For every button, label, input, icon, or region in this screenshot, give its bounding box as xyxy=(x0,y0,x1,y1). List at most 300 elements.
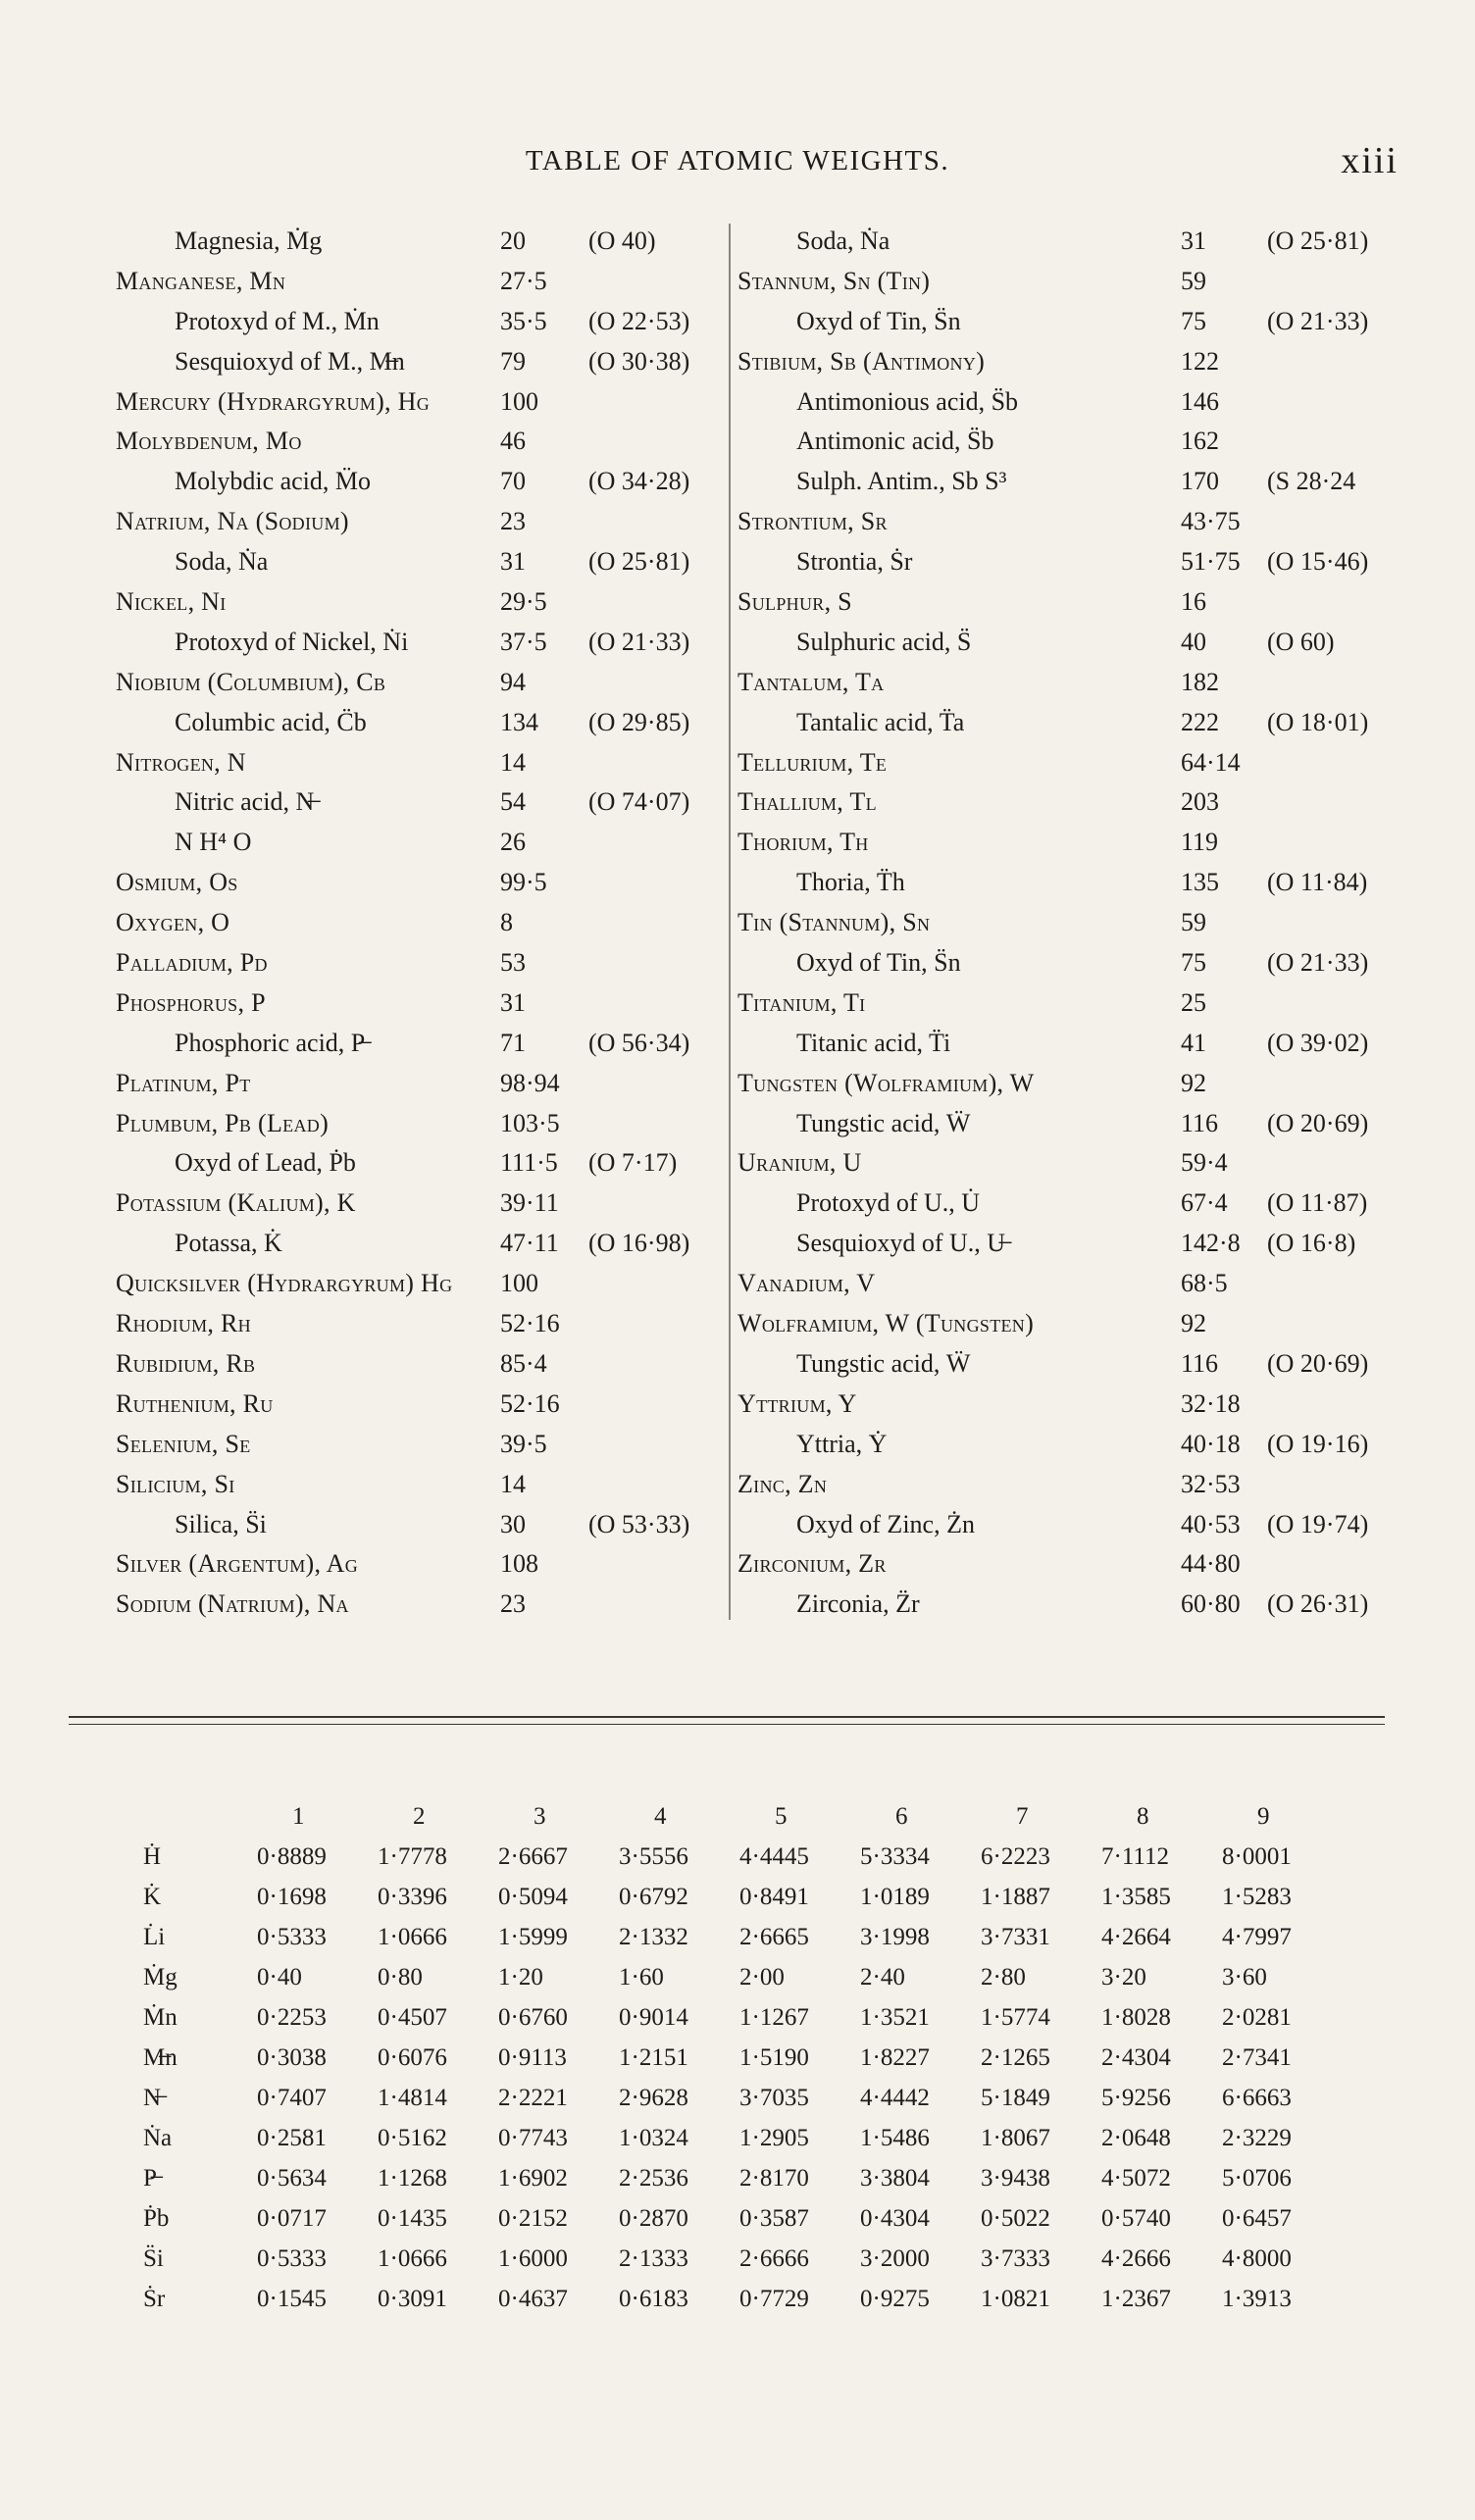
multiple-value: 5·1849 xyxy=(981,2084,1050,2111)
element-entry xyxy=(738,1465,1404,1505)
multiple-value: 3·9438 xyxy=(981,2164,1050,2192)
multiple-value: 1·6000 xyxy=(498,2244,568,2272)
element-name: Sesquioxyd of M., M̶n xyxy=(175,346,405,376)
atomic-weight: 142·8 xyxy=(1181,1229,1241,1258)
atomic-weight: 85·4 xyxy=(500,1348,547,1378)
multiple-value: 0·4507 xyxy=(378,2003,447,2031)
oxygen-percentage: (O 25·81) xyxy=(1267,227,1369,255)
element-name: Tantalum, Ta xyxy=(738,667,885,696)
compound-symbol: Ṡr xyxy=(143,2285,166,2312)
multiple-value: 2·3229 xyxy=(1222,2124,1292,2151)
atomic-weight: 98·94 xyxy=(500,1068,560,1097)
multiple-value: 2·40 xyxy=(860,1963,905,1991)
multiple-value: 3·7331 xyxy=(981,1923,1050,1950)
multiple-value: 2·6665 xyxy=(739,1923,809,1950)
element-name: Silica, S̈i xyxy=(175,1509,267,1538)
element-entry xyxy=(116,1064,724,1104)
multiple-value: 3·1998 xyxy=(860,1923,930,1950)
multiplier-header xyxy=(137,1796,257,1837)
element-name: Ruthenium, Ru xyxy=(116,1388,274,1418)
atomic-weights-right-column xyxy=(738,222,1404,1625)
atomic-weight: 43·75 xyxy=(1181,507,1241,536)
element-entry xyxy=(738,1224,1404,1264)
atomic-weight: 70 xyxy=(500,467,526,496)
oxygen-percentage: (O 56·34) xyxy=(588,1028,690,1057)
oxygen-percentage: (O 22·53) xyxy=(588,306,690,335)
element-entry xyxy=(738,502,1404,542)
element-name: Plumbum, Pb (Lead) xyxy=(116,1108,330,1137)
oxygen-percentage: (O 60) xyxy=(1267,627,1335,656)
atomic-weight: 108 xyxy=(500,1549,538,1579)
table-row xyxy=(137,2279,1343,2319)
element-name: Thoria, T̈h xyxy=(796,868,905,897)
multiple-value: 1·3585 xyxy=(1101,1883,1171,1910)
atomic-weight: 134 xyxy=(500,707,538,736)
multiple-value: 1·0324 xyxy=(619,2124,688,2151)
atomic-weight: 23 xyxy=(500,1589,526,1619)
multiple-value: 5·0706 xyxy=(1222,2164,1292,2192)
oxygen-percentage: (O 7·17) xyxy=(588,1148,678,1178)
compound-symbol: N̶ xyxy=(143,2084,162,2111)
atomic-weight: 75 xyxy=(1181,306,1206,335)
element-name: Potassa, K̇ xyxy=(175,1229,282,1258)
element-name: Nickel, Ni xyxy=(116,587,227,617)
element-entry xyxy=(738,1064,1404,1104)
atomic-weight: 92 xyxy=(1181,1068,1206,1097)
multiple-value: 0·4637 xyxy=(498,2285,568,2312)
element-entry xyxy=(738,262,1404,302)
page-number: xiii xyxy=(1341,140,1399,181)
element-name: Tungstic acid, Ẅ xyxy=(796,1108,971,1137)
atomic-weight: 40 xyxy=(1181,627,1206,656)
element-name: Stannum, Sn (Tin) xyxy=(738,266,931,295)
element-entry xyxy=(116,1425,724,1465)
multiple-value: 1·5999 xyxy=(498,1923,568,1950)
compound-symbol: Ṗb xyxy=(143,2204,170,2232)
atomic-weight: 25 xyxy=(1181,987,1206,1017)
element-name: Oxyd of Tin, S̈n xyxy=(796,948,961,978)
element-name: Zinc, Zn xyxy=(738,1469,828,1498)
oxygen-percentage: (O 21·33) xyxy=(1267,948,1369,978)
atomic-weight: 26 xyxy=(500,828,526,857)
element-name: Strontium, Sr xyxy=(738,507,888,536)
multiple-value: 4·4445 xyxy=(739,1842,809,1870)
multiple-value: 4·7997 xyxy=(1222,1923,1292,1950)
multiple-value: 2·9628 xyxy=(619,2084,688,2111)
multiplier-header: 5 xyxy=(775,1802,788,1830)
element-name: Protoxyd of M., Ṁn xyxy=(175,306,380,335)
multiple-value: 1·0666 xyxy=(378,1923,447,1950)
multiple-value: 1·5486 xyxy=(860,2124,930,2151)
multiplier-header: 3 xyxy=(534,1802,546,1830)
element-name: Molybdenum, Mo xyxy=(116,427,302,456)
atomic-weight: 20 xyxy=(500,227,526,255)
atomic-weight: 31 xyxy=(500,987,526,1017)
atomic-weight: 16 xyxy=(1181,587,1206,617)
atomic-weight: 119 xyxy=(1181,828,1219,857)
atomic-weight: 46 xyxy=(500,427,526,456)
element-entry xyxy=(738,743,1404,783)
atomic-weight: 40·18 xyxy=(1181,1429,1241,1458)
multiple-value: 0·5634 xyxy=(257,2164,327,2192)
element-name: Selenium, Se xyxy=(116,1429,251,1458)
element-name: Tungstic acid, Ẅ xyxy=(796,1348,971,1378)
multiple-value: 0·3587 xyxy=(739,2204,809,2232)
compound-symbol: Ṁg xyxy=(143,1963,178,1991)
atomic-weight: 94 xyxy=(500,667,526,696)
element-entry xyxy=(116,302,724,342)
multiple-value: 0·2870 xyxy=(619,2204,688,2232)
oxygen-percentage: (O 19·74) xyxy=(1267,1509,1369,1538)
element-entry xyxy=(738,1304,1404,1344)
multiple-value: 1·5283 xyxy=(1222,1883,1292,1910)
multiple-value: 0·2253 xyxy=(257,2003,327,2031)
element-entry xyxy=(116,1505,724,1545)
element-name: N H⁴ O xyxy=(175,828,252,857)
element-name: Yttria, Ẏ xyxy=(796,1429,888,1458)
element-name: Sulph. Antim., Sb S³ xyxy=(796,467,1007,496)
table-row xyxy=(137,1837,1343,1877)
multiple-value: 1·8067 xyxy=(981,2124,1050,2151)
multiple-value: 1·8028 xyxy=(1101,2003,1171,2031)
element-name: Natrium, Na (Sodium) xyxy=(116,507,349,536)
multiple-value: 7·1112 xyxy=(1101,1842,1169,1870)
atomic-weight: 14 xyxy=(500,747,526,777)
oxygen-percentage: (O 15·46) xyxy=(1267,547,1369,577)
multiplier-header: 6 xyxy=(895,1802,908,1830)
element-entry xyxy=(738,1505,1404,1545)
section-rule-thick xyxy=(69,1716,1385,1718)
atomic-weight: 40·53 xyxy=(1181,1509,1241,1538)
multiple-value: 2·7341 xyxy=(1222,2043,1292,2071)
multiplier-header: 2 xyxy=(413,1802,426,1830)
element-entry xyxy=(738,1104,1404,1144)
multiple-value: 0·5740 xyxy=(1101,2204,1171,2232)
multiplier-header: 1 xyxy=(292,1802,305,1830)
element-name: Potassium (Kalium), K xyxy=(116,1188,356,1218)
oxygen-percentage: (S 28·24 xyxy=(1267,467,1356,496)
atomic-weight: 8 xyxy=(500,908,513,937)
atomic-weight: 64·14 xyxy=(1181,747,1241,777)
multiple-value: 1·3521 xyxy=(860,2003,930,2031)
element-entry xyxy=(116,1465,724,1505)
element-entry xyxy=(116,342,724,382)
atomic-weight: 37·5 xyxy=(500,627,547,656)
multiple-value: 0·7729 xyxy=(739,2285,809,2312)
element-entry xyxy=(116,262,724,302)
oxygen-percentage: (O 53·33) xyxy=(588,1509,690,1538)
element-entry xyxy=(116,542,724,582)
element-entry xyxy=(116,1544,724,1585)
element-name: Titanium, Ti xyxy=(738,987,866,1017)
compound-symbol: Ḣ xyxy=(143,1842,162,1870)
multiple-value: 3·60 xyxy=(1222,1963,1267,1991)
element-name: Soda, Ṅa xyxy=(175,547,269,577)
compound-symbol: S̈i xyxy=(143,2244,164,2272)
element-entry xyxy=(116,863,724,903)
element-entry xyxy=(738,823,1404,863)
atomic-weight: 39·11 xyxy=(500,1188,559,1218)
element-name: Sulphuric acid, S̈ xyxy=(796,627,972,656)
atomic-weight: 59 xyxy=(1181,266,1206,295)
multiple-value: 4·5072 xyxy=(1101,2164,1171,2192)
atomic-weight: 30 xyxy=(500,1509,526,1538)
table-row xyxy=(137,2158,1343,2198)
element-name: Tin (Stannum), Sn xyxy=(738,908,931,937)
compound-symbol: M̶n xyxy=(143,2043,178,2071)
multiples-table xyxy=(137,1796,1343,2319)
multiple-value: 8·0001 xyxy=(1222,1842,1292,1870)
element-name: Nitric acid, N̶ xyxy=(175,787,315,817)
atomic-weight: 99·5 xyxy=(500,868,547,897)
element-entry xyxy=(738,222,1404,262)
atomic-weight: 135 xyxy=(1181,868,1219,897)
atomic-weight: 203 xyxy=(1181,787,1219,817)
element-entry xyxy=(116,1024,724,1064)
element-entry xyxy=(738,582,1404,623)
oxygen-percentage: (O 39·02) xyxy=(1267,1028,1369,1057)
element-entry xyxy=(116,382,724,423)
element-entry xyxy=(738,703,1404,743)
atomic-weight: 75 xyxy=(1181,948,1206,978)
element-name: Sulphur, S xyxy=(738,587,852,617)
multiple-value: 0·1698 xyxy=(257,1883,327,1910)
element-name: Thorium, Th xyxy=(738,828,869,857)
multiple-value: 0·1435 xyxy=(378,2204,447,2232)
multiple-value: 1·2367 xyxy=(1101,2285,1171,2312)
element-entry xyxy=(738,1184,1404,1224)
oxygen-percentage: (O 74·07) xyxy=(588,787,690,817)
atomic-weight: 59·4 xyxy=(1181,1148,1228,1178)
compound-symbol: Ṁn xyxy=(143,2003,178,2031)
multiplier-header: 9 xyxy=(1257,1802,1270,1830)
element-name: Molybdic acid, M̈o xyxy=(175,467,372,496)
element-name: Oxyd of Zinc, Żn xyxy=(796,1509,975,1538)
multiple-value: 2·2221 xyxy=(498,2084,568,2111)
element-name: Rhodium, Rh xyxy=(116,1309,251,1338)
multiple-value: 2·2536 xyxy=(619,2164,688,2192)
atomic-weight: 100 xyxy=(500,1269,538,1298)
multiple-value: 1·3913 xyxy=(1222,2285,1292,2312)
element-name: Magnesia, Ṁg xyxy=(175,227,323,255)
multiple-value: 1·2905 xyxy=(739,2124,809,2151)
atomic-weight: 23 xyxy=(500,507,526,536)
element-name: Oxygen, O xyxy=(116,908,230,937)
element-entry xyxy=(116,1304,724,1344)
multiple-value: 1·1267 xyxy=(739,2003,809,2031)
element-entry xyxy=(116,1344,724,1385)
compound-symbol: L̇i xyxy=(143,1923,166,1950)
atomic-weight: 92 xyxy=(1181,1309,1206,1338)
element-entry xyxy=(738,342,1404,382)
multiple-value: 1·7778 xyxy=(378,1842,447,1870)
atomic-weights-left-column xyxy=(116,222,724,1625)
atomic-weight: 111·5 xyxy=(500,1148,558,1178)
element-name: Oxyd of Lead, Ṗb xyxy=(175,1148,356,1178)
atomic-weight: 31 xyxy=(1181,227,1206,255)
oxygen-percentage: (O 29·85) xyxy=(588,707,690,736)
element-name: Wolframium, W (Tungsten) xyxy=(738,1309,1035,1338)
oxygen-percentage: (O 21·33) xyxy=(1267,306,1369,335)
element-name: Nitrogen, N xyxy=(116,747,246,777)
multiple-value: 1·0821 xyxy=(981,2285,1050,2312)
table-row xyxy=(137,2118,1343,2158)
element-name: Platinum, Pt xyxy=(116,1068,251,1097)
multiple-value: 2·0281 xyxy=(1222,2003,1292,2031)
table-row xyxy=(137,2038,1343,2078)
element-entry xyxy=(116,502,724,542)
atomic-weight: 31 xyxy=(500,547,526,577)
element-name: Silver (Argentum), Ag xyxy=(116,1549,359,1579)
atomic-weight: 52·16 xyxy=(500,1309,560,1338)
multiple-value: 3·3804 xyxy=(860,2164,930,2192)
element-entry xyxy=(738,1425,1404,1465)
table-row xyxy=(137,1877,1343,1917)
element-name: Manganese, Mn xyxy=(116,266,286,295)
atomic-weight: 71 xyxy=(500,1028,526,1057)
atomic-weight: 39·5 xyxy=(500,1429,547,1458)
multiple-value: 0·7743 xyxy=(498,2124,568,2151)
element-entry xyxy=(738,422,1404,462)
atomic-weight: 27·5 xyxy=(500,266,547,295)
multiplier-header: 7 xyxy=(1016,1802,1029,1830)
oxygen-percentage: (O 26·31) xyxy=(1267,1589,1369,1619)
multiple-value: 0·3396 xyxy=(378,1883,447,1910)
multiple-value: 2·1333 xyxy=(619,2244,688,2272)
multiple-value: 0·6457 xyxy=(1222,2204,1292,2232)
oxygen-percentage: (O 18·01) xyxy=(1267,707,1369,736)
multiple-value: 1·1887 xyxy=(981,1883,1050,1910)
element-name: Soda, Ṅa xyxy=(796,227,890,255)
element-entry xyxy=(116,983,724,1024)
element-entry xyxy=(116,1385,724,1425)
multiple-value: 0·40 xyxy=(257,1963,302,1991)
element-entry xyxy=(738,382,1404,423)
element-entry xyxy=(738,623,1404,663)
multiple-value: 0·7407 xyxy=(257,2084,327,2111)
element-entry xyxy=(738,1143,1404,1184)
multiple-value: 0·9275 xyxy=(860,2285,930,2312)
oxygen-percentage: (O 25·81) xyxy=(588,547,690,577)
element-entry xyxy=(116,1585,724,1625)
multiples-table-header-row xyxy=(137,1796,1343,1837)
multiple-value: 6·2223 xyxy=(981,1842,1050,1870)
atomic-weight: 170 xyxy=(1181,467,1219,496)
element-name: Antimonic acid, S̈b xyxy=(796,427,994,456)
element-entry xyxy=(116,782,724,823)
multiple-value: 1·0189 xyxy=(860,1883,930,1910)
element-name: Yttrium, Y xyxy=(738,1388,857,1418)
multiple-value: 5·3334 xyxy=(860,1842,930,1870)
element-entry xyxy=(116,743,724,783)
atomic-weight: 146 xyxy=(1181,386,1219,416)
multiple-value: 0·6183 xyxy=(619,2285,688,2312)
multiple-value: 0·6760 xyxy=(498,2003,568,2031)
column-divider xyxy=(729,224,731,1620)
multiple-value: 0·5333 xyxy=(257,2244,327,2272)
multiple-value: 3·20 xyxy=(1101,1963,1146,1991)
element-entry xyxy=(738,542,1404,582)
multiple-value: 0·5022 xyxy=(981,2204,1050,2232)
multiple-value: 2·0648 xyxy=(1101,2124,1171,2151)
oxygen-percentage: (O 19·16) xyxy=(1267,1429,1369,1458)
element-entry xyxy=(116,623,724,663)
multiple-value: 4·8000 xyxy=(1222,2244,1292,2272)
multiple-value: 4·4442 xyxy=(860,2084,930,2111)
element-entry xyxy=(738,863,1404,903)
table-row xyxy=(137,2198,1343,2239)
multiple-value: 1·5190 xyxy=(739,2043,809,2071)
atomic-weight: 51·75 xyxy=(1181,547,1241,577)
multiplier-header: 4 xyxy=(654,1802,667,1830)
element-name: Protoxyd of Nickel, Ṅi xyxy=(175,627,409,656)
element-entry xyxy=(738,663,1404,703)
table-row xyxy=(137,1917,1343,1957)
multiple-value: 2·4304 xyxy=(1101,2043,1171,2071)
table-row xyxy=(137,2078,1343,2118)
element-name: Tellurium, Te xyxy=(738,747,888,777)
multiple-value: 1·5774 xyxy=(981,2003,1050,2031)
element-name: Mercury (Hydrargyrum), Hg xyxy=(116,386,431,416)
atomic-weight: 122 xyxy=(1181,346,1219,376)
element-entry xyxy=(116,1184,724,1224)
compound-symbol: Ṅa xyxy=(143,2124,173,2151)
element-entry xyxy=(738,1344,1404,1385)
multiple-value: 0·9014 xyxy=(619,2003,688,2031)
atomic-weight: 116 xyxy=(1181,1108,1219,1137)
element-entry xyxy=(738,1585,1404,1625)
atomic-weight: 54 xyxy=(500,787,526,817)
element-name: Zirconia, Z̈r xyxy=(796,1589,920,1619)
table-row xyxy=(137,2239,1343,2279)
atomic-weight: 100 xyxy=(500,386,538,416)
atomic-weight: 67·4 xyxy=(1181,1188,1228,1218)
element-name: Tantalic acid, T̈a xyxy=(796,707,965,736)
atomic-weight: 32·18 xyxy=(1181,1388,1241,1418)
element-name: Palladium, Pd xyxy=(116,948,268,978)
multiple-value: 3·5556 xyxy=(619,1842,688,1870)
element-entry xyxy=(116,1143,724,1184)
element-name: Protoxyd of U., U̇ xyxy=(796,1188,981,1218)
multiple-value: 2·6667 xyxy=(498,1842,568,1870)
table-row xyxy=(137,1997,1343,2038)
multiple-value: 2·6666 xyxy=(739,2244,809,2272)
multiple-value: 1·60 xyxy=(619,1963,664,1991)
multiple-value: 0·2152 xyxy=(498,2204,568,2232)
element-entry xyxy=(738,983,1404,1024)
multiple-value: 6·6663 xyxy=(1222,2084,1292,2111)
multiple-value: 1·4814 xyxy=(378,2084,447,2111)
element-entry xyxy=(738,903,1404,943)
element-entry xyxy=(116,663,724,703)
multiple-value: 1·6902 xyxy=(498,2164,568,2192)
multiple-value: 0·6076 xyxy=(378,2043,447,2071)
element-entry xyxy=(116,422,724,462)
multiple-value: 0·3091 xyxy=(378,2285,447,2312)
oxygen-percentage: (O 20·69) xyxy=(1267,1348,1369,1378)
element-name: Thallium, Tl xyxy=(738,787,877,817)
atomic-weight: 53 xyxy=(500,948,526,978)
atomic-weight: 103·5 xyxy=(500,1108,560,1137)
multiple-value: 0·9113 xyxy=(498,2043,567,2071)
oxygen-percentage: (O 30·38) xyxy=(588,346,690,376)
element-name: Stibium, Sb (Antimony) xyxy=(738,346,986,376)
multiple-value: 4·2666 xyxy=(1101,2244,1171,2272)
element-entry xyxy=(116,703,724,743)
element-name: Phosphorus, P xyxy=(116,987,266,1017)
element-entry xyxy=(116,582,724,623)
atomic-weight: 60·80 xyxy=(1181,1589,1241,1619)
